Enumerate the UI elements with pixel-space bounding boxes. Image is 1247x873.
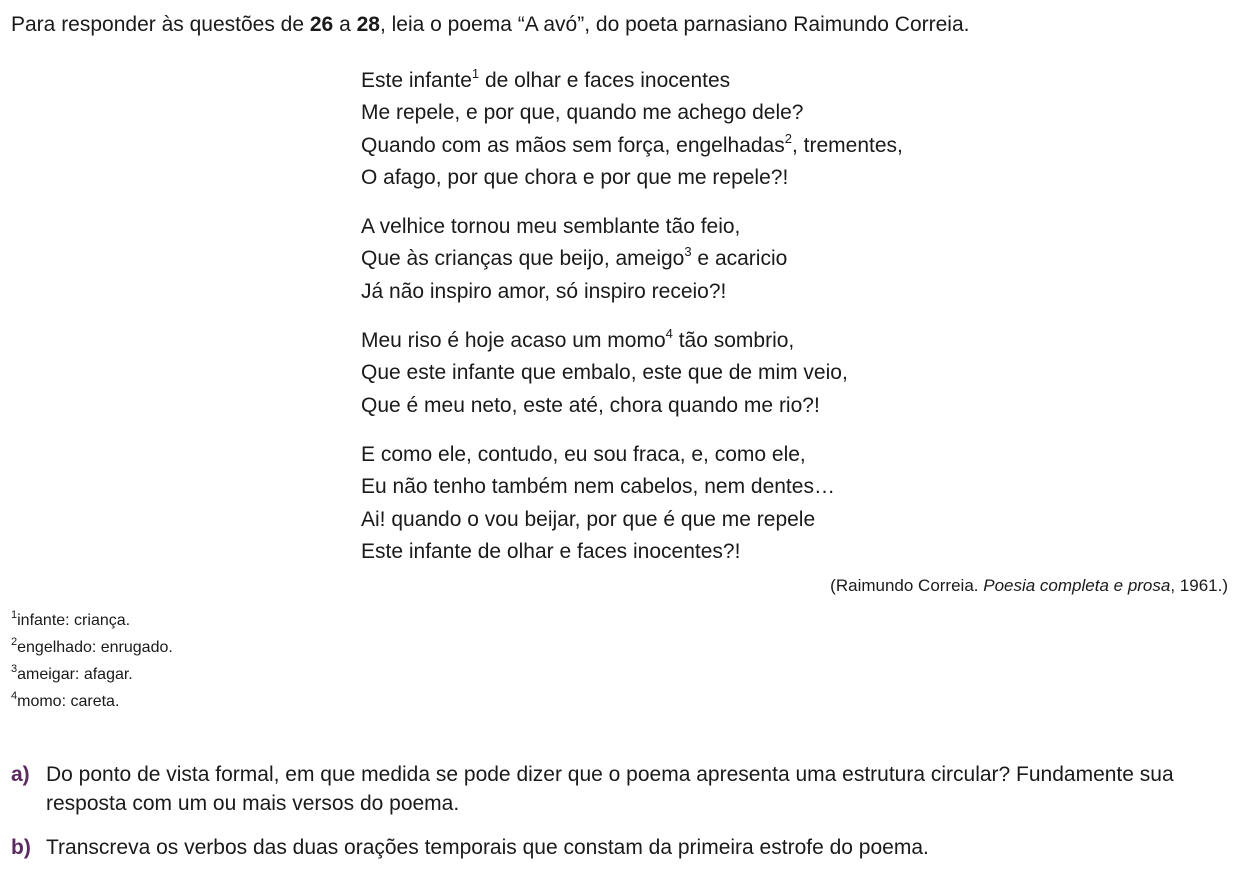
footnote-ref: 2 <box>784 130 792 146</box>
question-a <box>11 760 1231 818</box>
verse: Ai! quando o vou beijar, por que é que me repele <box>361 507 816 531</box>
verse-text: Este infante <box>361 69 472 92</box>
verse <box>361 325 903 357</box>
footnote <box>11 634 173 661</box>
verse-text: e acaricio <box>691 247 788 271</box>
footnote-ref: 3 <box>684 244 692 260</box>
verse-text: tão sombrio, <box>672 329 795 353</box>
verse: E como ele, contudo, eu sou fraca, e, como ele, <box>361 442 806 466</box>
question-number-end: 28 <box>356 13 380 36</box>
verse: A velhice tornou meu semblante tão feio, <box>361 215 741 239</box>
poem <box>361 65 903 568</box>
intro-text-pre: Para responder às questões de <box>11 13 310 36</box>
question-text-b: Transcreva os verbos das duas orações temporais que constam da primeira estrofe do poema. <box>46 836 929 859</box>
footnote-text: momo: careta. <box>17 693 120 710</box>
intro-instruction <box>11 11 969 39</box>
footnote-number: 3 <box>11 663 18 675</box>
verse: Este infante de olhar e faces inocentes?! <box>361 539 741 563</box>
verse-text: de olhar e faces inocentes <box>479 69 731 92</box>
footnote <box>11 661 173 688</box>
glossary-footnotes <box>11 607 173 715</box>
footnote-number: 1 <box>11 609 18 621</box>
footnote <box>11 607 173 634</box>
verse: Eu não tenho também nem cabelos, nem dentes… <box>361 475 835 499</box>
verse: Que este infante que embalo, este que de mim veio, <box>361 361 848 385</box>
poem-source-citation <box>830 574 1228 598</box>
footnote <box>11 688 173 715</box>
footnote-number: 2 <box>11 636 18 648</box>
question-b <box>11 833 1231 862</box>
verse: Me repele, e por que, quando me achego dele? <box>361 101 804 125</box>
verse-text: Que às crianças que beijo, ameigo <box>361 247 685 271</box>
citation-text: (Raimundo Correia. <box>830 576 984 595</box>
footnote-text: infante: criança. <box>17 612 131 629</box>
intro-text-post: , leia o poema “A avó”, do poeta parnasiano Raimundo Correia. <box>379 13 970 36</box>
intro-text-mid: a <box>333 13 357 36</box>
verse-text: Quando com as mãos sem força, engelhadas <box>361 133 785 157</box>
citation-text: , 1961.) <box>1170 576 1228 595</box>
stanza-1 <box>361 65 903 194</box>
footnote-number: 4 <box>11 690 18 702</box>
verse: O afago, por que chora e por que me repele?! <box>361 165 789 189</box>
question-number-start: 26 <box>309 13 334 36</box>
question-letter-a: a) <box>11 763 30 786</box>
footnote-ref: 4 <box>665 326 673 342</box>
verse <box>361 243 903 275</box>
book-title: Poesia completa e prosa <box>983 576 1171 595</box>
verse: Que é meu neto, este até, chora quando me rio?! <box>361 393 820 417</box>
stanza-3 <box>361 325 903 422</box>
verse <box>361 130 903 162</box>
footnote-text: engelhado: enrugado. <box>17 639 173 656</box>
verse-text: Meu riso é hoje acaso um momo <box>361 329 666 353</box>
stanza-4 <box>361 439 903 568</box>
footnote-ref: 1 <box>471 66 480 81</box>
footnote-text: ameigar: afagar. <box>17 666 133 683</box>
question-text-a: Do ponto de vista formal, em que medida se pode dizer que o poema apresenta uma estrutura circular? Fundamente sua resposta com um ou mais versos do poema. <box>46 763 1174 815</box>
verse <box>361 65 903 97</box>
verse: Já não inspiro amor, só inspiro receio?! <box>361 279 727 303</box>
stanza-2 <box>361 211 903 308</box>
question-letter-b: b) <box>11 836 31 859</box>
verse-text: , trementes, <box>791 133 903 157</box>
